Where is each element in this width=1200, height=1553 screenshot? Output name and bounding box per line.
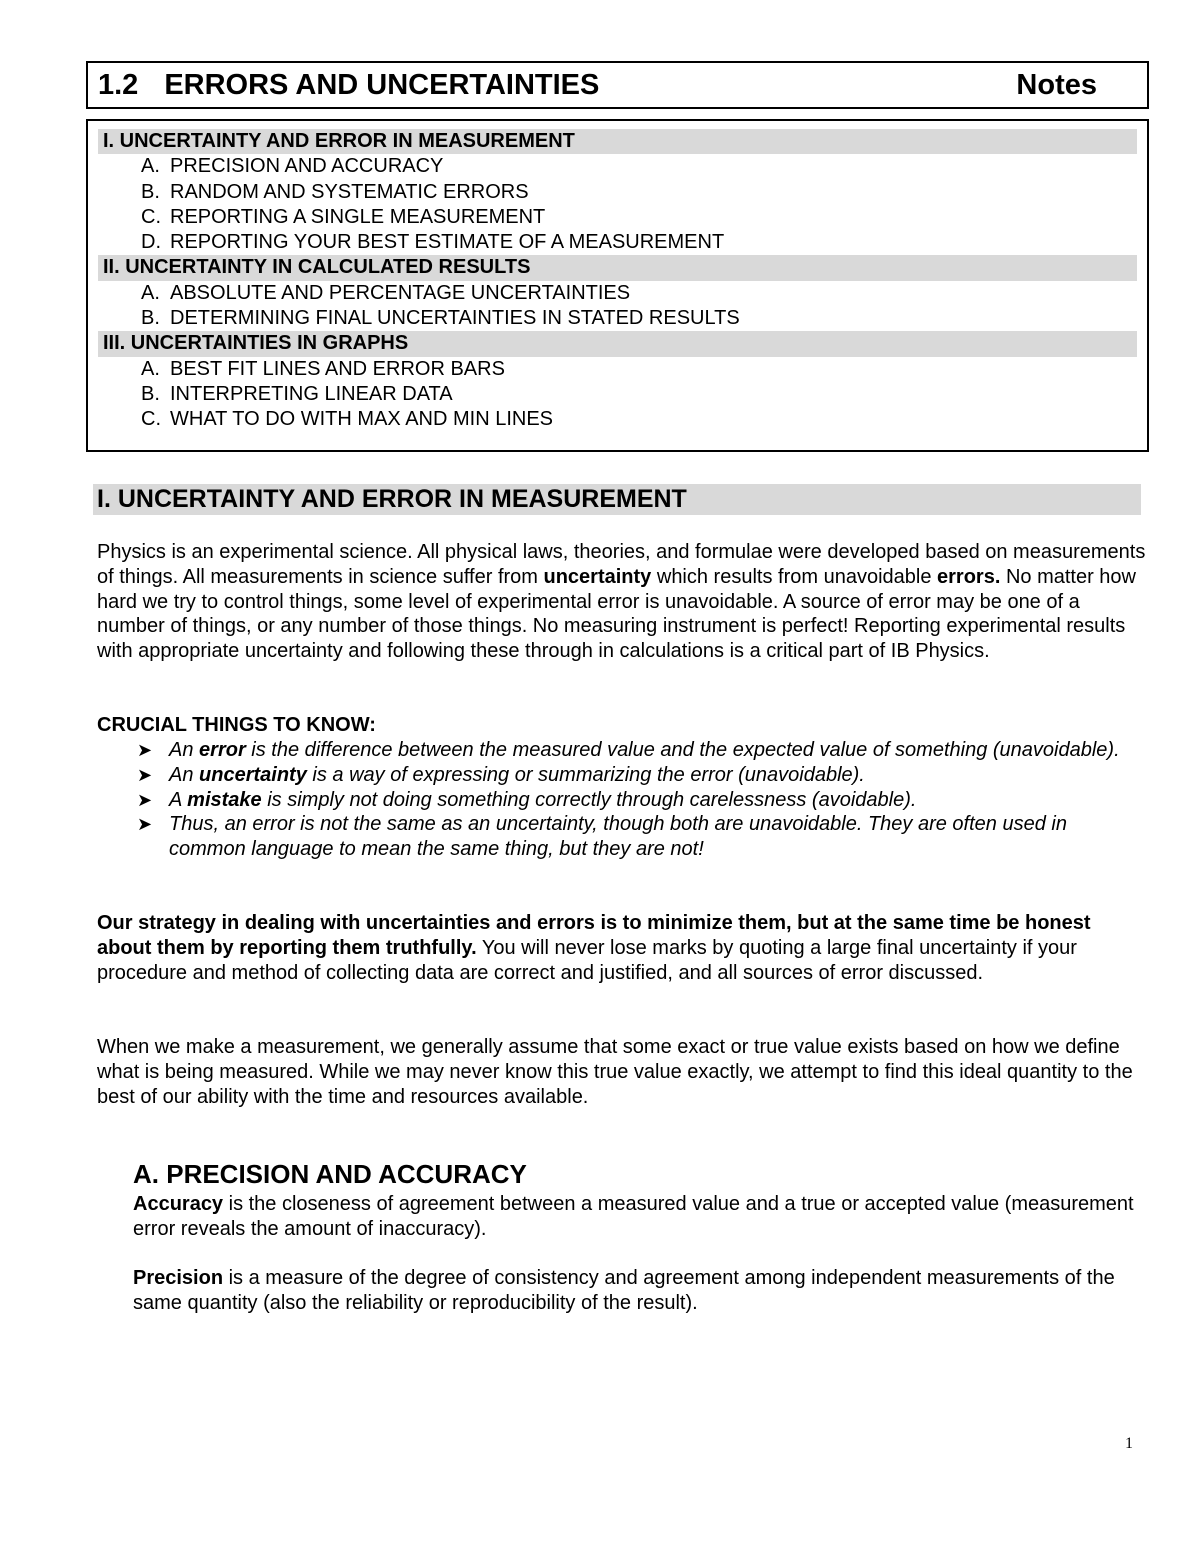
list-item: [97, 738, 1147, 763]
toc-item: [98, 230, 1137, 255]
arrow-bullet-icon: ➤: [137, 740, 153, 760]
accuracy-definition: [133, 1192, 1143, 1242]
toc-item: [98, 281, 1137, 306]
arrow-bullet-icon: ➤: [137, 814, 153, 835]
toc-item-text: BEST FIT LINES AND ERROR BARS: [170, 357, 505, 380]
crucial-list: [97, 738, 1147, 862]
toc-item-letter: B.: [141, 180, 160, 203]
bullet-text: An: [169, 739, 200, 761]
toc-item-letter: D.: [141, 231, 161, 254]
toc-item: [98, 382, 1137, 407]
toc-item: [98, 357, 1137, 382]
accuracy-text: is the closeness of agreement between a measured value and a true or accepted value (measurement error reveals the amount of inaccuracy).: [133, 1193, 1134, 1240]
toc-item-text: PRECISION AND ACCURACY: [170, 155, 444, 178]
bullet-text: is a way of expressing or summarizing the error (unavoidable).: [306, 763, 865, 786]
intro-bold-term: errors.: [937, 565, 1001, 588]
toc-item-text: RANDOM AND SYSTEMATIC ERRORS: [170, 180, 529, 203]
list-item: [97, 788, 1147, 813]
list-item: [97, 763, 1147, 788]
section-title: ERRORS AND UNCERTAINTIES: [164, 68, 600, 101]
toc-item-letter: C.: [141, 408, 161, 431]
intro-bold-term: uncertainty: [543, 565, 652, 588]
intro-text: No matter how hard we try to control things, some level of experimental error is unavoidable. A source of error may be one of a number of things, or any number of those things. No measuring instrument is perfect! Reporting experimental results with appropriate uncertainty and following these through in calculations is a critical part of IB Physics.: [97, 565, 1136, 663]
toc-item-letter: B.: [141, 382, 160, 405]
bullet-text: Thus, an error is not the same as an uncertainty, though both are unavoidable. They are often used in common language to mean the same thing, but they are not!: [169, 813, 1067, 861]
toc-item: [98, 180, 1137, 205]
toc-item-letter: B.: [141, 307, 160, 330]
document-title-box: [86, 61, 1149, 109]
bullet-term: error: [199, 739, 246, 761]
list-item: [97, 812, 1147, 862]
toc-item-text: REPORTING YOUR BEST ESTIMATE OF A MEASUREMENT: [170, 231, 725, 254]
page-number: 1: [1125, 1435, 1133, 1452]
bullet-term: uncertainty: [199, 763, 307, 786]
toc-item: [98, 407, 1137, 432]
subsection-heading: A. PRECISION AND ACCURACY: [133, 1159, 527, 1189]
strategy-paragraph: [97, 911, 1147, 985]
toc-item-letter: A.: [141, 357, 160, 380]
true-value-paragraph: When we make a measurement, we generally assume that some exact or true value exists based on how we define what is being measured. While we may never know this true value exactly, we attempt to find this ideal quantity to the best of our ability with the time and resources available.: [97, 1036, 1133, 1108]
bullet-text: is simply not doing something correctly through carelessness (avoidable).: [261, 788, 917, 811]
intro-paragraph: [97, 540, 1147, 664]
toc-item-text: REPORTING A SINGLE MEASUREMENT: [170, 205, 546, 228]
arrow-bullet-icon: ➤: [137, 764, 153, 785]
toc-item: [98, 154, 1137, 179]
toc-item: [98, 205, 1137, 230]
notes-label: Notes: [1016, 68, 1097, 101]
intro-text: Physics is an experimental science. All physical laws, theories, and formulae were developed based on measurements of things. All measurements in science suffer from: [97, 541, 1146, 588]
bullet-text: A: [169, 788, 188, 811]
toc-section-heading: III. UNCERTAINTIES IN GRAPHS: [98, 331, 1137, 356]
bullet-text: is the difference between the measured value and the expected value of something (unavoidable).: [245, 739, 1120, 761]
toc-item-text: WHAT TO DO WITH MAX AND MIN LINES: [170, 408, 553, 431]
intro-text: which results from unavoidable: [651, 565, 938, 588]
section-number: 1.2: [98, 68, 139, 101]
section-heading: I. UNCERTAINTY AND ERROR IN MEASUREMENT: [93, 484, 1141, 515]
toc-section-heading: I. UNCERTAINTY AND ERROR IN MEASUREMENT: [98, 129, 1137, 154]
toc-item: [98, 306, 1137, 331]
toc-item-text: INTERPRETING LINEAR DATA: [170, 382, 453, 405]
document-title: [98, 69, 599, 102]
precision-text: is a measure of the degree of consistency and agreement among independent measurements of the same quantity (also the reliability or reproducibility of the result).: [133, 1267, 1115, 1314]
toc-item-letter: A.: [141, 155, 160, 178]
strategy-text: You will never lose marks by quoting a large final uncertainty if your procedure and method of collecting data are correct and justified, and all sources of error discussed.: [97, 936, 1077, 984]
toc-item-letter: C.: [141, 205, 161, 228]
toc-item-letter: A.: [141, 281, 160, 304]
bullet-text: An: [169, 763, 200, 786]
arrow-bullet-icon: ➤: [137, 789, 153, 810]
precision-definition: [133, 1266, 1143, 1316]
precision-term: Precision: [133, 1267, 224, 1289]
accuracy-term: Accuracy: [133, 1193, 224, 1215]
toc-section-heading: II. UNCERTAINTY IN CALCULATED RESULTS: [98, 255, 1137, 280]
toc-item-text: DETERMINING FINAL UNCERTAINTIES IN STATED RESULTS: [170, 307, 740, 330]
toc-item-text: ABSOLUTE AND PERCENTAGE UNCERTAINTIES: [170, 281, 631, 304]
bullet-term: mistake: [187, 788, 262, 811]
crucial-heading: CRUCIAL THINGS TO KNOW:: [97, 714, 376, 736]
table-of-contents: [86, 119, 1149, 452]
strategy-bold: Our strategy in dealing with uncertainties and errors is to minimize them, but at the same time be honest about them by reporting them truthfully.: [97, 912, 1091, 959]
